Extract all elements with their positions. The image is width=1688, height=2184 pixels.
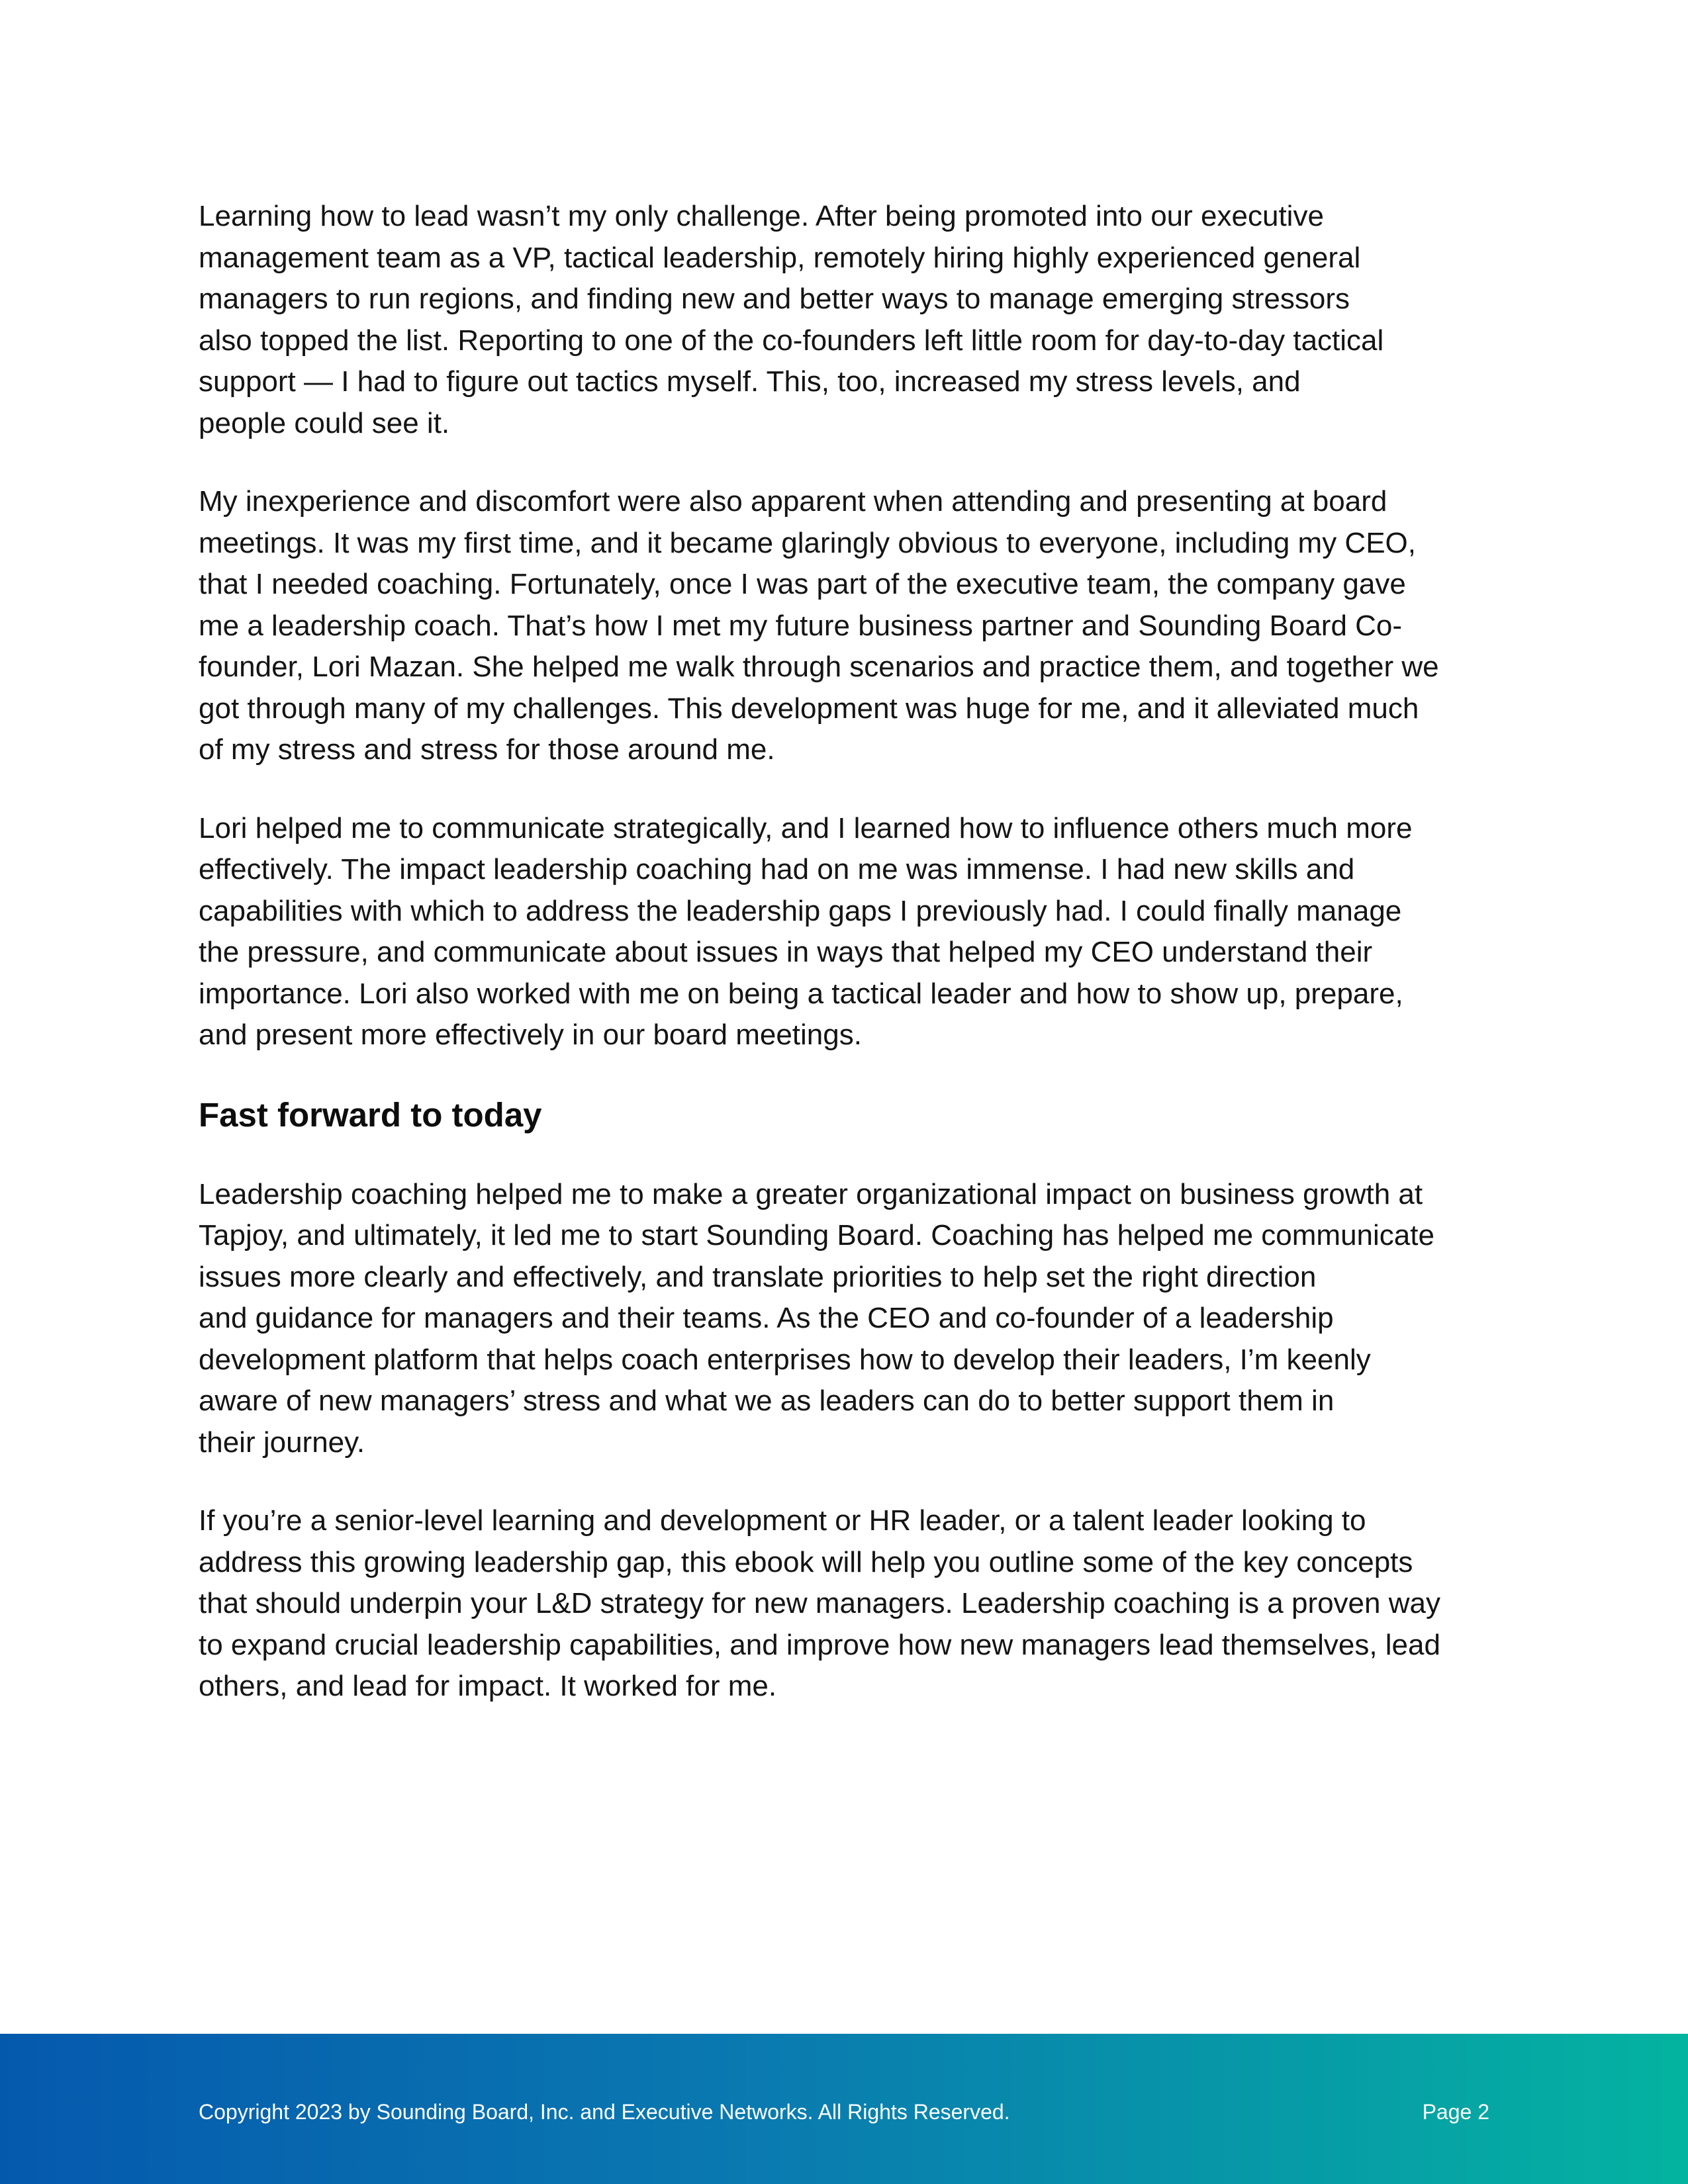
page-footer bbox=[0, 2034, 1688, 2184]
paragraph-coaching-impact: Leadership coaching helped me to make a greater organizational impact on business growth at Tapjoy, and ultimately, it led me to start Sounding Board. Coaching has helped me communicate issues more clearly and effectively, and translate priorities to help set the right direction and guidance for managers and their teams. As the CEO and co-founder of a leadership development platform that helps coach enterprises how to develop their leaders, I’m keenly aware of new managers’ stress and what we as leaders can do to better support them in their journey. bbox=[199, 1177, 1434, 1459]
section-heading: Fast forward to today bbox=[199, 1095, 542, 1134]
paragraph-ebook-purpose: If you’re a senior-level learning and development or HR leader, or a talent leader looking to address this growing leadership gap, this ebook will help you outline some of the key concepts that should underpin your L&D strategy for new managers. Leadership coaching is a proven way to expand crucial leadership capabilities, and improve how new managers lead themselves, lead others, and lead for impact. It worked for me. bbox=[199, 1504, 1440, 1702]
paragraph-board-meetings: My inexperience and discomfort were also apparent when attending and presenting at board meetings. It was my first time, and it became glaringly obvious to everyone, including my CEO, that I needed coaching. Fortunately, once I was part of the executive team, the company gave me a leadership coach. That’s how I met my future business partner and Sounding Board Co- founder, Lori Mazan. She helped me walk through scenarios and practice them, and together we got through many of my challenges. This development was huge for me, and it alleviated much of my stress and stress for those around me. bbox=[199, 485, 1439, 766]
footer-copyright: Copyright 2023 by Sounding Board, Inc. and Executive Networks. All Rights Reserved. bbox=[199, 2100, 1010, 2124]
paragraph-communicate-strategically: Lori helped me to communicate strategically, and I learned how to influence others much more effectively. The impact leadership coaching had on me was immense. I had new skills and capabilities with which to address the leadership gaps I previously had. I could finally manage the pressure, and communicate about issues in ways that helped my CEO understand their importance. Lori also worked with me on being a tactical leader and how to show up, prepare, and present more effectively in our board meetings. bbox=[199, 811, 1413, 1051]
page-number: Page 2 bbox=[1422, 2100, 1489, 2124]
article-body bbox=[199, 196, 1496, 1745]
paragraph-learning-to-lead: Learning how to lead wasn’t my only challenge. After being promoted into our executive management team as a VP, tactical leadership, remotely hiring highly experienced general managers to run regions, and finding new and better ways to manage emerging stressors also topped the list. Reporting to one of the co-founders left little room for day-to-day tactical support — I had to figure out tactics myself. This, too, increased my stress levels, and people could see it. bbox=[199, 200, 1384, 439]
